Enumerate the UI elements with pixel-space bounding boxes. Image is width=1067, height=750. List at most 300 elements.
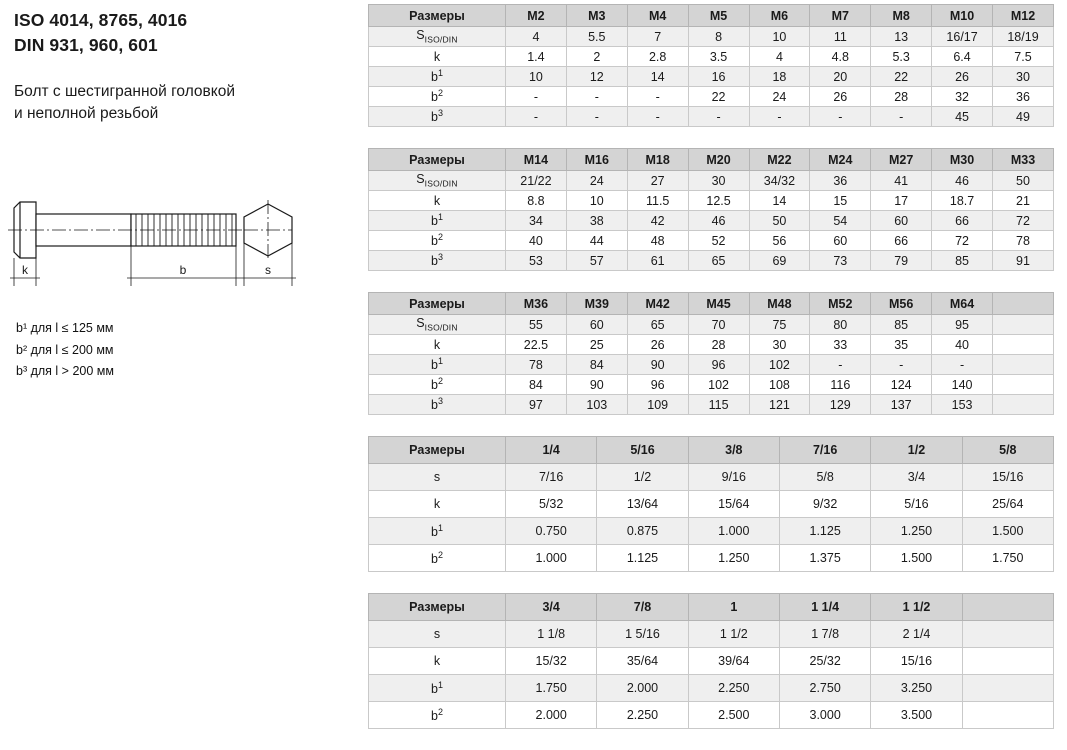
table-cell: 35/64 <box>597 648 688 675</box>
table-cell: 34 <box>506 211 567 231</box>
table-cell: 50 <box>993 171 1054 191</box>
table-cell: 30 <box>749 335 810 355</box>
table-cell: 10 <box>749 27 810 47</box>
table-cell: 52 <box>688 231 749 251</box>
table-header-cell: 3/8 <box>688 437 779 464</box>
table-cell: 95 <box>932 315 993 335</box>
row-label-superscript: 1 <box>437 68 443 79</box>
table-cell: 60 <box>871 211 932 231</box>
table-cell: 9/32 <box>779 491 870 518</box>
table-cell: 121 <box>749 395 810 415</box>
table-header-cell: M56 <box>871 293 932 315</box>
row-label-superscript: 2 <box>437 376 443 387</box>
table-row <box>369 335 1054 355</box>
table-cell: 115 <box>688 395 749 415</box>
table-cell: 2.250 <box>688 675 779 702</box>
footnote-b3: b³ для l > 200 мм <box>16 364 114 378</box>
table-cell: 15/16 <box>962 464 1053 491</box>
table-header-cell: M6 <box>749 5 810 27</box>
table-cell: 0.875 <box>597 518 688 545</box>
table-cell: 1 7/8 <box>779 621 870 648</box>
table-cell: 13/64 <box>597 491 688 518</box>
table-header-row <box>369 149 1054 171</box>
table-row <box>369 315 1054 335</box>
table-cell: 36 <box>810 171 871 191</box>
table-header-cell: M12 <box>993 5 1054 27</box>
table-cell: 73 <box>810 251 871 271</box>
table-header-cell: M3 <box>566 5 627 27</box>
table-cell: - <box>932 355 993 375</box>
table-cell: 15/32 <box>506 648 597 675</box>
table-cell: - <box>810 107 871 127</box>
table-cell: 27 <box>627 171 688 191</box>
table-cell: 20 <box>810 67 871 87</box>
table-cell: 28 <box>688 335 749 355</box>
table-cell: 56 <box>749 231 810 251</box>
row-label-superscript: 1 <box>437 522 443 533</box>
table-cell: - <box>688 107 749 127</box>
table-cell: 153 <box>932 395 993 415</box>
table-row <box>369 251 1054 271</box>
table-cell: 30 <box>688 171 749 191</box>
table-cell: 33 <box>810 335 871 355</box>
table-header-cell: 7/8 <box>597 594 688 621</box>
table-cell: 48 <box>627 231 688 251</box>
table-row <box>369 87 1054 107</box>
row-label <box>369 464 506 491</box>
table-row <box>369 395 1054 415</box>
row-label <box>369 191 506 211</box>
table-cell: 53 <box>506 251 567 271</box>
table-cell: 1.000 <box>688 518 779 545</box>
table-header-row <box>369 594 1054 621</box>
row-label-subscript: ISO/DIN <box>424 178 458 189</box>
table-header-size-label: Размеры <box>369 149 506 171</box>
dimension-label-b: b <box>179 263 187 277</box>
table-cell: 2.500 <box>688 702 779 729</box>
table-cell: 57 <box>566 251 627 271</box>
product-description-line2: и неполной резьбой <box>14 105 159 123</box>
table-cell: 96 <box>627 375 688 395</box>
table-cell: 16/17 <box>932 27 993 47</box>
table-header-cell: M2 <box>506 5 567 27</box>
table-cell: 1 1/8 <box>506 621 597 648</box>
table-cell: 40 <box>932 335 993 355</box>
table-header-cell: M42 <box>627 293 688 315</box>
table-cell: 40 <box>506 231 567 251</box>
table-cell: 25/32 <box>779 648 870 675</box>
dimension-label-s: s <box>265 263 271 277</box>
row-label-superscript: 3 <box>437 252 443 263</box>
dimension-table <box>368 593 1054 729</box>
row-label-superscript: 2 <box>437 232 443 243</box>
row-label <box>369 231 506 251</box>
table-cell: 32 <box>932 87 993 107</box>
row-label-text: k <box>433 337 441 352</box>
table-row <box>369 675 1054 702</box>
row-label-superscript: 3 <box>437 396 443 407</box>
table-cell: 50 <box>749 211 810 231</box>
table-cell: 17 <box>871 191 932 211</box>
table-cell: 24 <box>566 171 627 191</box>
product-description-line1: Болт с шестигранной головкой <box>14 82 236 100</box>
table-cell: 1.250 <box>871 518 962 545</box>
table-cell: 2 <box>566 47 627 67</box>
table-header-cell: M39 <box>566 293 627 315</box>
table-header-cell: M16 <box>566 149 627 171</box>
table-cell: 2.750 <box>779 675 870 702</box>
table-cell: 1.750 <box>962 545 1053 572</box>
table-cell: 3.000 <box>779 702 870 729</box>
row-label-text: b <box>431 70 438 85</box>
table-row <box>369 464 1054 491</box>
row-label-subscript: ISO/DIN <box>424 322 458 333</box>
table-cell: 10 <box>566 191 627 211</box>
row-label <box>369 315 506 335</box>
row-label-text: S <box>416 172 425 187</box>
table-cell: 4 <box>506 27 567 47</box>
table-cell <box>993 375 1054 395</box>
table-cell <box>993 395 1054 415</box>
table-cell: 12.5 <box>688 191 749 211</box>
row-label-text: S <box>416 316 425 331</box>
row-label-superscript: 2 <box>437 549 443 560</box>
table-row <box>369 375 1054 395</box>
row-label-text: b <box>431 378 438 393</box>
table-cell: 80 <box>810 315 871 335</box>
table-cell: 26 <box>627 335 688 355</box>
table-cell: 3.250 <box>871 675 962 702</box>
table-cell: 8 <box>688 27 749 47</box>
table-cell <box>962 648 1053 675</box>
table-cell: 79 <box>871 251 932 271</box>
table-header-cell: M10 <box>932 5 993 27</box>
table-cell <box>993 315 1054 335</box>
table-cell: 90 <box>627 355 688 375</box>
table-cell: 65 <box>627 315 688 335</box>
row-label-text: b <box>431 214 438 229</box>
table-cell: 5/8 <box>779 464 870 491</box>
table-cell: 25/64 <box>962 491 1053 518</box>
table-row <box>369 191 1054 211</box>
table-header-cell: M14 <box>506 149 567 171</box>
table-cell: 5.5 <box>566 27 627 47</box>
table-cell: 2.250 <box>597 702 688 729</box>
table-header-size-label: Размеры <box>369 293 506 315</box>
table-header-cell: 1/2 <box>871 437 962 464</box>
table-cell: 84 <box>506 375 567 395</box>
row-label-subscript: ISO/DIN <box>424 34 458 45</box>
table-header-cell: 1/4 <box>506 437 597 464</box>
row-label <box>369 251 506 271</box>
dimension-label-k: k <box>22 263 28 277</box>
table-cell: 45 <box>932 107 993 127</box>
table-cell: 97 <box>506 395 567 415</box>
table-cell <box>962 702 1053 729</box>
row-label-superscript: 2 <box>437 706 443 717</box>
row-label-text: k <box>433 49 441 64</box>
table-cell: - <box>871 355 932 375</box>
row-label <box>369 621 506 648</box>
table-cell: 44 <box>566 231 627 251</box>
row-label-text: b <box>431 398 438 413</box>
table-cell: 16 <box>688 67 749 87</box>
row-label-text: b <box>431 110 438 125</box>
table-cell: 69 <box>749 251 810 271</box>
table-cell: 24 <box>749 87 810 107</box>
table-cell: 7 <box>627 27 688 47</box>
table-header-size-label: Размеры <box>369 437 506 464</box>
bolt-technical-drawing <box>6 190 306 300</box>
table-cell: 21/22 <box>506 171 567 191</box>
table-cell: 124 <box>871 375 932 395</box>
table-row <box>369 211 1054 231</box>
table-header-cell: 5/8 <box>962 437 1053 464</box>
table-cell: 38 <box>566 211 627 231</box>
table-cell: - <box>810 355 871 375</box>
table-row <box>369 648 1054 675</box>
table-cell: 102 <box>749 355 810 375</box>
table-header-cell: M22 <box>749 149 810 171</box>
table-header-cell: M48 <box>749 293 810 315</box>
table-cell: 140 <box>932 375 993 395</box>
table-cell: 1.250 <box>688 545 779 572</box>
table-cell: 41 <box>871 171 932 191</box>
table-cell: 39/64 <box>688 648 779 675</box>
table-cell: 1 1/2 <box>688 621 779 648</box>
table-cell: 60 <box>566 315 627 335</box>
table-cell: 108 <box>749 375 810 395</box>
table-cell: 1 5/16 <box>597 621 688 648</box>
table-cell: - <box>566 107 627 127</box>
table-cell: 91 <box>993 251 1054 271</box>
table-cell: 14 <box>627 67 688 87</box>
table-cell: 75 <box>749 315 810 335</box>
table-header-cell: M18 <box>627 149 688 171</box>
table-header-cell: M45 <box>688 293 749 315</box>
product-description <box>14 81 364 126</box>
row-label <box>369 47 506 67</box>
table-row <box>369 621 1054 648</box>
table-cell: 15 <box>810 191 871 211</box>
table-header-cell: M7 <box>810 5 871 27</box>
table-cell: 84 <box>566 355 627 375</box>
table-cell: 22 <box>871 67 932 87</box>
row-label <box>369 702 506 729</box>
table-header-cell: M52 <box>810 293 871 315</box>
table-header-cell: M4 <box>627 5 688 27</box>
table-header-cell: M33 <box>993 149 1054 171</box>
table-cell: 28 <box>871 87 932 107</box>
table-cell: 85 <box>932 251 993 271</box>
table-cell: 42 <box>627 211 688 231</box>
table-header-cell: 3/4 <box>506 594 597 621</box>
standards-line-din: DIN 931, 960, 601 <box>14 35 158 56</box>
table-cell: 60 <box>810 231 871 251</box>
table-cell: 2.000 <box>597 675 688 702</box>
dimension-table <box>368 436 1054 572</box>
table-cell: 49 <box>993 107 1054 127</box>
table-row <box>369 107 1054 127</box>
table-row <box>369 171 1054 191</box>
row-label-superscript: 1 <box>437 212 443 223</box>
table-cell: 102 <box>688 375 749 395</box>
row-label <box>369 545 506 572</box>
table-header-cell: M30 <box>932 149 993 171</box>
row-label-text: b <box>431 552 438 567</box>
table-header-cell: 1 <box>688 594 779 621</box>
table-header-cell: M8 <box>871 5 932 27</box>
dimension-table <box>368 148 1054 271</box>
table-cell: 46 <box>932 171 993 191</box>
table-cell: 1.375 <box>779 545 870 572</box>
table-cell: 1.500 <box>962 518 1053 545</box>
table-cell: 18.7 <box>932 191 993 211</box>
table-cell: 5/32 <box>506 491 597 518</box>
row-label-text: s <box>433 627 441 641</box>
table-cell: 2 1/4 <box>871 621 962 648</box>
table-header-cell: 5/16 <box>597 437 688 464</box>
table-cell <box>962 621 1053 648</box>
table-cell: 11.5 <box>627 191 688 211</box>
table-header-cell: M64 <box>932 293 993 315</box>
table-cell: 65 <box>688 251 749 271</box>
row-label <box>369 171 506 191</box>
table-cell: 54 <box>810 211 871 231</box>
table-cell: 35 <box>871 335 932 355</box>
row-label <box>369 518 506 545</box>
table-cell: 18/19 <box>993 27 1054 47</box>
table-cell: 1.750 <box>506 675 597 702</box>
row-label <box>369 395 506 415</box>
table-cell: 2.000 <box>506 702 597 729</box>
table-cell: 90 <box>566 375 627 395</box>
table-cell: 1.4 <box>506 47 567 67</box>
table-cell: 96 <box>688 355 749 375</box>
row-label-superscript: 3 <box>437 108 443 119</box>
table-header-row <box>369 437 1054 464</box>
table-header-size-label: Размеры <box>369 5 506 27</box>
row-label-superscript: 1 <box>437 356 443 367</box>
left-column <box>14 8 364 126</box>
table-header-cell: M5 <box>688 5 749 27</box>
footnotes <box>16 318 114 383</box>
table-cell: 5.3 <box>871 47 932 67</box>
row-label <box>369 335 506 355</box>
table-cell <box>993 355 1054 375</box>
table-cell: 137 <box>871 395 932 415</box>
footnote-b1: b¹ для l ≤ 125 мм <box>16 321 114 335</box>
row-label <box>369 648 506 675</box>
table-cell: 66 <box>871 231 932 251</box>
table-cell <box>962 675 1053 702</box>
row-label-text: b <box>431 525 438 540</box>
table-cell: 10 <box>506 67 567 87</box>
table-row <box>369 518 1054 545</box>
table-cell: 1.500 <box>871 545 962 572</box>
dimension-table <box>368 292 1054 415</box>
table-cell: - <box>627 107 688 127</box>
row-label-text: b <box>431 234 438 249</box>
table-cell: 1.125 <box>779 518 870 545</box>
standards-line-iso: ISO 4014, 8765, 4016 <box>14 10 188 30</box>
table-cell: 22.5 <box>506 335 567 355</box>
table-cell: 85 <box>871 315 932 335</box>
table-cell: 72 <box>932 231 993 251</box>
row-label <box>369 491 506 518</box>
table-cell: - <box>506 107 567 127</box>
table-cell: 1.125 <box>597 545 688 572</box>
table-cell: - <box>871 107 932 127</box>
dimension-tables <box>368 4 1058 750</box>
table-header-size-label: Размеры <box>369 594 506 621</box>
table-cell: 3/4 <box>871 464 962 491</box>
table-header-cell: M20 <box>688 149 749 171</box>
table-cell: 6.4 <box>932 47 993 67</box>
table-cell: 26 <box>810 87 871 107</box>
table-cell: 12 <box>566 67 627 87</box>
table-header-cell: 1 1/4 <box>779 594 870 621</box>
table-row <box>369 702 1054 729</box>
table-cell: 3.500 <box>871 702 962 729</box>
table-cell: 30 <box>993 67 1054 87</box>
table-cell <box>993 335 1054 355</box>
table-row <box>369 491 1054 518</box>
table-cell: 103 <box>566 395 627 415</box>
table-cell: 72 <box>993 211 1054 231</box>
table-cell: - <box>506 87 567 107</box>
table-cell: 61 <box>627 251 688 271</box>
table-cell: 25 <box>566 335 627 355</box>
table-cell: 116 <box>810 375 871 395</box>
standards-title <box>14 8 364 59</box>
table-header-cell <box>993 293 1054 315</box>
table-cell: 2.8 <box>627 47 688 67</box>
table-cell: 18 <box>749 67 810 87</box>
table-row <box>369 355 1054 375</box>
table-cell: 4 <box>749 47 810 67</box>
table-header-cell: M27 <box>871 149 932 171</box>
table-cell: 70 <box>688 315 749 335</box>
table-row <box>369 47 1054 67</box>
table-cell: 1/2 <box>597 464 688 491</box>
table-header-cell: 7/16 <box>779 437 870 464</box>
table-cell: - <box>566 87 627 107</box>
table-row <box>369 231 1054 251</box>
table-header-cell <box>962 594 1053 621</box>
table-header-row <box>369 5 1054 27</box>
footnote-b2: b² для l ≤ 200 мм <box>16 342 114 357</box>
table-cell: 14 <box>749 191 810 211</box>
row-label-text: b <box>431 682 438 697</box>
table-cell: 109 <box>627 395 688 415</box>
dimension-table <box>368 4 1054 127</box>
row-label-text: b <box>431 254 438 269</box>
table-cell: 1.000 <box>506 545 597 572</box>
row-label <box>369 375 506 395</box>
table-cell: 11 <box>810 27 871 47</box>
row-label-text: k <box>433 497 441 511</box>
row-label-text: k <box>433 193 441 208</box>
row-label <box>369 87 506 107</box>
table-cell: 15/16 <box>871 648 962 675</box>
table-cell: 22 <box>688 87 749 107</box>
table-cell: 36 <box>993 87 1054 107</box>
table-cell: 55 <box>506 315 567 335</box>
row-label-text: s <box>433 470 441 484</box>
table-cell: 78 <box>993 231 1054 251</box>
row-label-text: b <box>431 90 438 105</box>
